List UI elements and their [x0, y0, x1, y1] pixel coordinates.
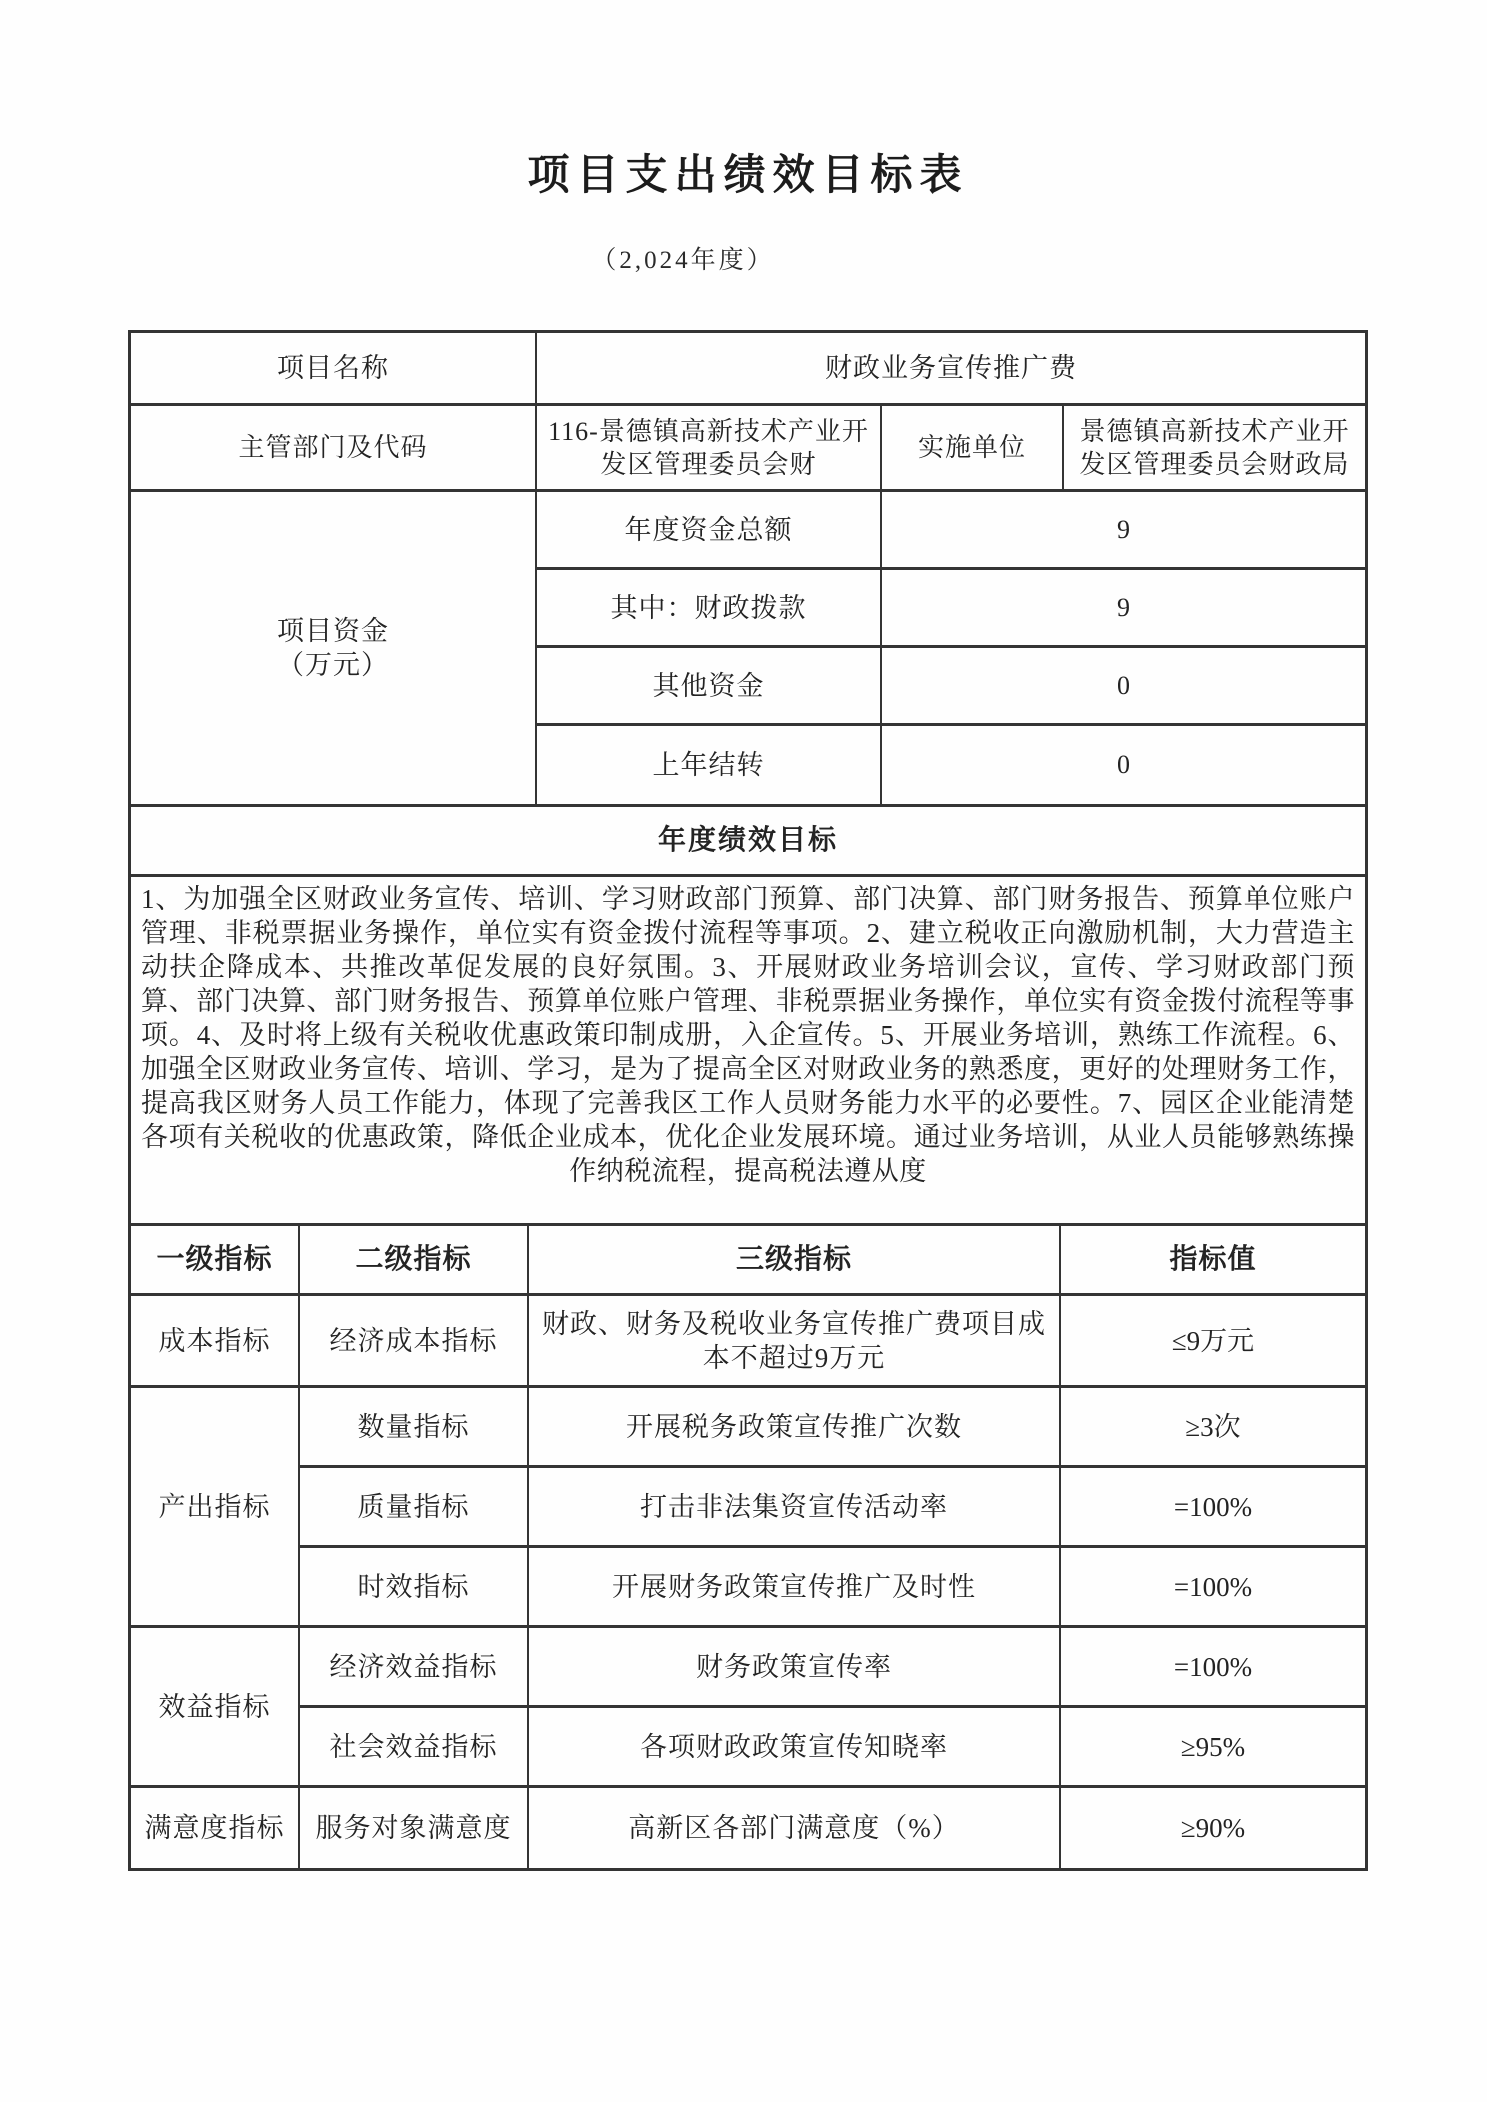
value-timeliness: =100%: [1061, 1548, 1365, 1628]
department-code-value: 116-景德镇高新技术产业开发区管理委员会财: [537, 406, 882, 489]
level3-satisfaction-detail: 高新区各部门满意度（%）: [529, 1788, 1061, 1868]
project-funding-section: [131, 492, 1365, 807]
page-subtitle: （2,024年度）: [591, 247, 775, 274]
value-quantity: ≥3次: [1061, 1388, 1365, 1468]
funding-label-line1: 项目资金: [277, 616, 389, 646]
project-funding-label: [131, 492, 537, 804]
implementing-unit-label: 实施单位: [882, 406, 1064, 489]
value-satisfaction: ≥90%: [1180, 1813, 1246, 1843]
level1-benefit: 效益指标: [131, 1628, 300, 1788]
department-row: [131, 406, 1365, 492]
level1-cost: 成本指标: [131, 1296, 300, 1388]
other-funds-label: 其他资金: [537, 648, 882, 726]
project-name-label: 项目名称: [131, 333, 537, 403]
page-title: 项目支出绩效目标表: [527, 153, 969, 199]
funding-label-line2: （万元）: [277, 650, 389, 680]
level2-service-satisfaction: 服务对象满意度: [300, 1788, 529, 1868]
value-cost: ≤9万元: [1061, 1296, 1365, 1388]
level2-quantity: 数量指标: [300, 1388, 529, 1468]
level2-economic-cost: 经济成本指标: [300, 1296, 529, 1388]
fiscal-allocation-label: 其中：财政拨款: [537, 570, 882, 648]
header-level2: 二级指标: [300, 1226, 529, 1296]
level2-social-benefit: 社会效益指标: [300, 1708, 529, 1788]
other-funds-value: 0: [882, 648, 1365, 726]
implementing-unit-value: 景德镇高新技术产业开发区管理委员会财政局: [1079, 416, 1350, 479]
annual-goal-header: 年度绩效目标: [657, 824, 838, 856]
level2-economic-benefit: 经济效益指标: [300, 1628, 529, 1708]
level1-satisfaction: 满意度指标: [131, 1788, 300, 1868]
fiscal-allocation-value: 9: [882, 570, 1365, 648]
level3-quality-detail: 打击非法集资宣传活动率: [529, 1468, 1061, 1548]
annual-goal-text-row: [131, 877, 1365, 1226]
level2-timeliness: 时效指标: [300, 1548, 529, 1628]
level3-social-benefit-detail: 各项财政政策宣传知晓率: [529, 1708, 1061, 1788]
annual-total-value: 9: [882, 492, 1365, 570]
annual-goal-text: 1、为加强全区财政业务宣传、培训、学习财政部门预算、部门决算、部门财务报告、预算单位账户管理、非税票据业务操作，单位实有资金拨付流程等事项。2、建立税收正向激励机制，大力营造主动扶企降成本、共推改革促发展的良好氛围。3、开展财政业务培训会议，宣传、学习财政部门预算、部门决算、部门财务报告、预算单位账户管理、非税票据业务操作，单位实有资金拨付流程等事项。4、及时将上级有关税收优惠政策印制成册，入企宣传。5、开展业务培训，熟练工作流程。6、加强全区财政业务宣传、培训、学习，是为了提高全区对财政业务的熟悉度，更好的处理财务工作，提高我区财务人员工作能力，体现了完善我区工作人员财务能力水平的必要性。7、园区企业能清楚各项有关税收的优惠政策，降低企业成本，优化企业发展环境。通过业务培训，从业人员能够熟练操作纳税流程，提高税法遵从度: [141, 884, 1355, 1186]
level2-quality: 质量指标: [300, 1468, 529, 1548]
carryover-value: 0: [1117, 750, 1130, 779]
performance-target-table: [128, 330, 1368, 1871]
header-value: 指标值: [1061, 1226, 1365, 1296]
department-code-label: 主管部门及代码: [131, 406, 537, 489]
level3-cost-detail: 财政、财务及税收业务宣传推广费项目成本不超过9万元: [529, 1296, 1061, 1388]
annual-goal-header-row: [131, 807, 1365, 877]
level3-economic-benefit-detail: 财务政策宣传率: [529, 1628, 1061, 1708]
level3-timeliness-detail: 开展财务政策宣传推广及时性: [529, 1548, 1061, 1628]
level1-output: 产出指标: [131, 1388, 300, 1628]
annual-total-label: 年度资金总额: [537, 492, 882, 570]
value-economic-benefit: =100%: [1061, 1628, 1365, 1708]
project-name-value: 财政业务宣传推广费: [825, 353, 1077, 383]
carryover-label: 上年结转: [537, 726, 882, 804]
project-name-row: [131, 333, 1365, 406]
indicators-section: [131, 1226, 1365, 1868]
header-level1: 一级指标: [131, 1226, 300, 1296]
header-level3: 三级指标: [529, 1226, 1061, 1296]
level3-quantity-detail: 开展税务政策宣传推广次数: [529, 1388, 1061, 1468]
value-social-benefit: ≥95%: [1061, 1708, 1365, 1788]
value-quality: =100%: [1061, 1468, 1365, 1548]
